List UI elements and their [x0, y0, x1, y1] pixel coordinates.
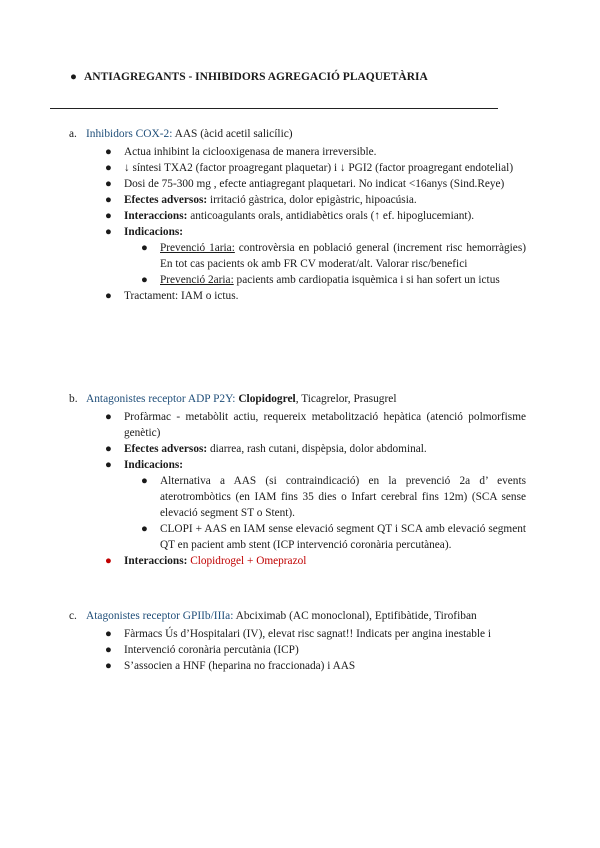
- list-item: ● S’associen a HNF (heparina no fraccionada) i AAS: [105, 660, 356, 672]
- section-a-letter: a.: [69, 128, 77, 140]
- section-b-heading: [69, 393, 396, 405]
- list-item: ● Indicacions: ● Prevenció 1aria: controvèrsia en població general (increment risc hemorràgies) En tot cas pacients ok amb FR CV moderat/alt. Valorar risc/benefici ● Prevenció 2aria: pacients amb cardiopatia isquèmica i si han sofert un ictus: [105, 226, 526, 286]
- section-b-label: Antagonistes receptor ADP P2Y:: [86, 393, 236, 405]
- section-c-list: [104, 626, 534, 674]
- list-item: ● Interaccions: Clopidrogel + Omeprazol: [105, 555, 307, 567]
- section-a-label: Inhibidors COX-2:: [86, 128, 173, 140]
- section-a-rest: AAS (àcid acetil salicílic): [172, 128, 293, 140]
- list-item: ● ↓ síntesi TXA2 (factor proagregant plaquetar) i ↓ PGI2 (factor proagregant endotelial): [105, 162, 514, 174]
- section-a-list: [104, 144, 526, 304]
- section-b-letter: b.: [69, 393, 78, 405]
- list-item: ● Prevenció 1aria: controvèrsia en població general (increment risc hemorràgies) En tot cas pacients ok amb FR CV moderat/alt. Valorar risc/benefici: [141, 242, 526, 270]
- list-item: ● Efectes adversos: diarrea, rash cutani, dispèpsia, dolor abdominal.: [105, 443, 427, 455]
- section-c-label: Atagonistes receptor GPIIb/IIIa:: [86, 610, 234, 622]
- list-item: ● Indicacions: ● Alternativa a AAS (si contraindicació) en la prevenció 2a d’ events aterotrombòtics (en IAM fins 35 dies o Infart cerebral fins 12m) (SCA sense elevació segment ST o Stent). ● CLOPI + AAS en IAM sense elevació segment QT i SCA amb elevació segment QT en pacient amb stent (ICP intervenció coronària percutànea).: [105, 459, 526, 551]
- section-b-list: [104, 409, 526, 569]
- list-item: ● Alternativa a AAS (si contraindicació) en la prevenció 2a d’ events aterotrombòtics (en IAM fins 35 dies o Infart cerebral fins 12m) (SCA sense elevació segment ST o Stent).: [141, 475, 526, 519]
- sub-list: [140, 240, 526, 288]
- title-bullet: ●: [70, 71, 77, 83]
- list-item: ● Interaccions: anticoagulants orals, antidiabètics orals (↑ ef. hipoglucemiant).: [105, 210, 475, 222]
- horizontal-divider: [50, 108, 498, 109]
- list-item: ● Tractament: IAM o ictus.: [105, 290, 239, 302]
- section-c-rest: Abciximab (AC monoclonal), Eptifibàtide, Tirofiban: [233, 610, 477, 622]
- list-item: ● Fàrmacs Ús d’Hospitalari (IV), elevat risc sagnat!! Indicats per angina inestable i: [105, 628, 492, 640]
- list-item: ● Prevenció 2aria: pacients amb cardiopatia isquèmica i si han sofert un ictus: [141, 274, 500, 286]
- list-item: ● Actua inhibint la ciclooxigenasa de manera irreversible.: [105, 146, 377, 158]
- section-b-rest: , Ticagrelor, Prasugrel: [295, 393, 397, 405]
- sub-list: [140, 473, 526, 553]
- list-item: ● Intervenció coronària percutània (ICP): [105, 644, 299, 656]
- list-item: ● Profàrmac - metabòlit actiu, requereix metabolització hepàtica (atenció polmorfisme genètic): [105, 411, 526, 439]
- section-c-heading: [69, 610, 477, 622]
- section-a-heading: [69, 128, 293, 140]
- title-text: ANTIAGREGANTS - INHIBIDORS AGREGACIÓ PLAQUETÀRIA: [84, 71, 428, 83]
- section-b-drug: Clopidogrel: [238, 393, 296, 405]
- list-item: ● Dosi de 75-300 mg , efecte antiagregant plaquetari. No indicat <16anys (Sind.Reye): [105, 178, 505, 190]
- list-item: ● Efectes adversos: irritació gàstrica, dolor epigàstric, hipoacúsia.: [105, 194, 417, 206]
- page-title: [70, 71, 428, 83]
- list-item: ● CLOPI + AAS en IAM sense elevació segment QT i SCA amb elevació segment QT en pacient amb stent (ICP intervenció coronària percutànea).: [141, 523, 526, 551]
- section-c-letter: c.: [69, 610, 77, 622]
